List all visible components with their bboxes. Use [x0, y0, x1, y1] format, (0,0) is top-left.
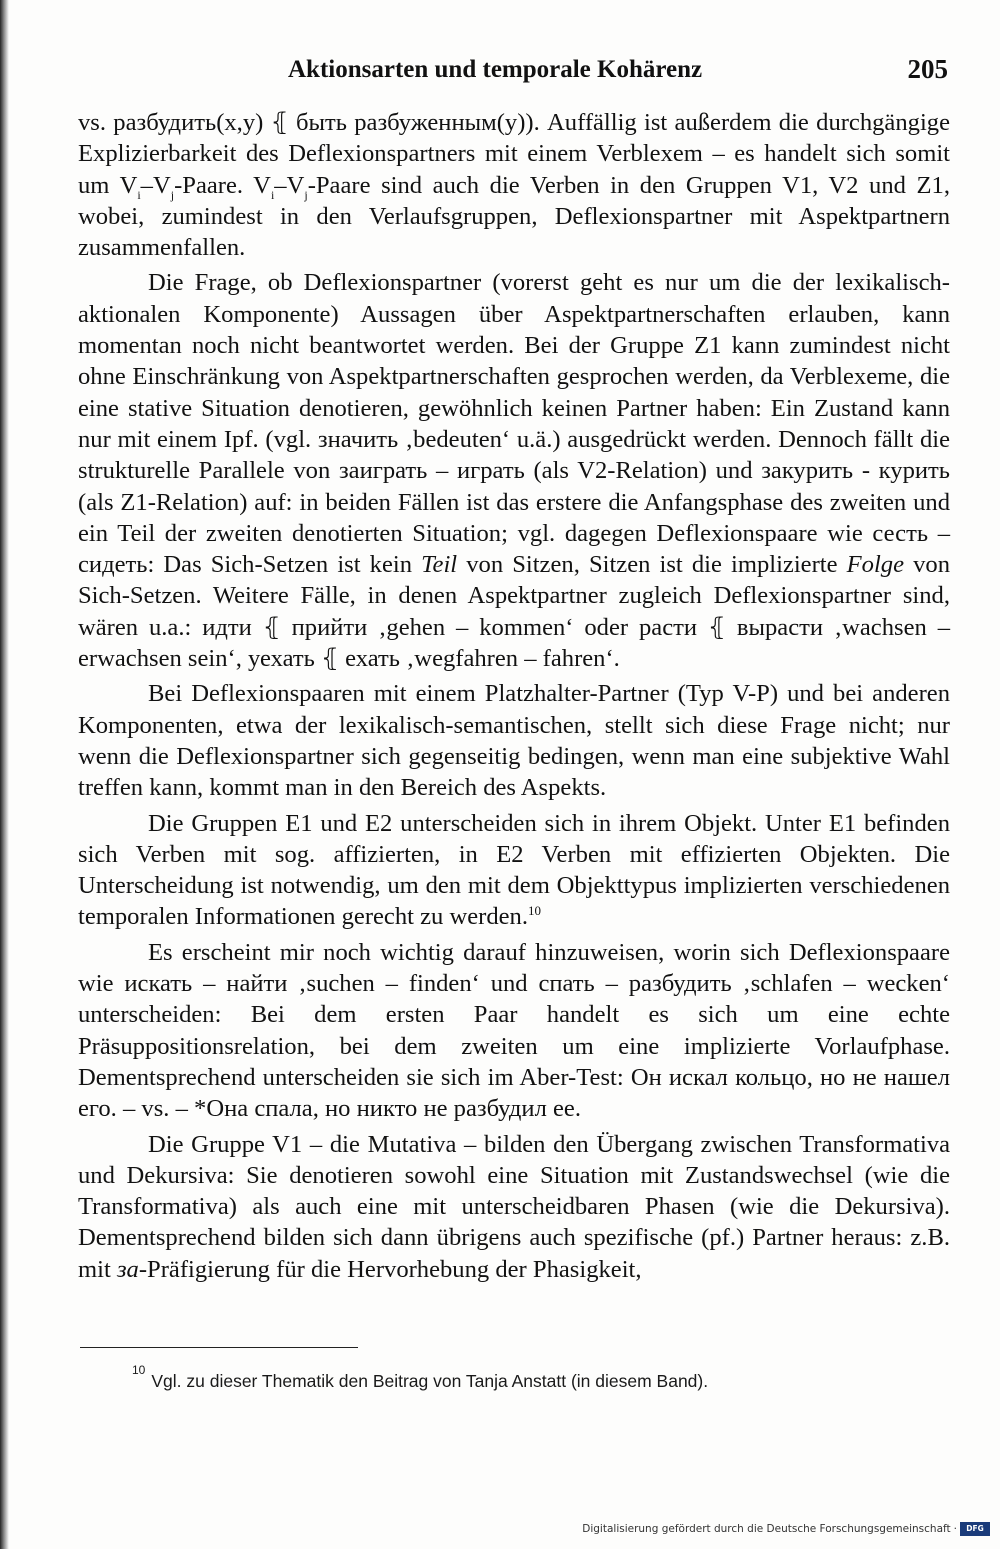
footnote: [132, 1363, 932, 1392]
paragraph-1: vs. разбудить(x,y) ⦃ быть разбуженным(y)). Auffällig ist außerdem die durchgängige Explizierbarkeit des Deflexionspartners mit einem Verblexem – es handelt sich somit um $V_i-V_j$-Paare. $V_i-V_j$-Paare sind auch die Verben in den Gruppen V1, V2 und Z1, wobei, zumindest in den Verlaufsgruppen, Deflexionspartner mit Aspektpartnern zusammenfallen.: [78, 109, 950, 262]
paragraph-3: Bei Deflexionspaaren mit einem Platzhalter-Partner (Typ V-P) und bei anderen Komponenten, etwa der lexikalisch-semantischen, stellt sich diese Frage nicht; nur wenn die Deflexionspartner sich gegenseitig bedingen, wenn man eine subjektive Wahl treffen kann, kommt man in den Bereich des Aspekts.: [78, 680, 950, 802]
running-title: Aktionsarten und temporale Kohärenz: [288, 56, 703, 83]
page-number: 205: [907, 54, 948, 84]
book-spine-shadow: [0, 0, 9, 1549]
page-header: [78, 54, 950, 94]
body-text: [78, 107, 950, 1285]
paragraph-2: Die Frage, ob Deflexionspartner (vorerst geht es nur um die der lexikalisch-aktionalen Komponente) Aussagen über Aspektpartnerschaften erlauben, kann momentan noch nicht beantwortet werden. Bei der Gruppe Z1 kann zumindest nicht ohne Einschränkung von Aspektpartnerschaften gesprochen werden, da Verblexeme, die eine stative Situation denotieren, gewöhnlich keinen Partner haben: Ein Zustand kann nur mit einem Ipf. (vgl. значить ‚bedeuten‘ u.ä.) ausgedrückt werden. Dennoch fällt die strukturelle Parallele von заиграть – играть (als V2-Relation) und закурить - курить (als Z1-Relation) auf: in beiden Fällen ist das erstere die Anfangsphase des zweiten und ein Teil der zweiten denotierten Situation; vgl. dagegen Deflexionspaare wie сесть – сидеть: Das Sich-Setzen ist kein Teil von Sitzen, Sitzen ist die implizierte Folge von Sich-Setzen. Weitere Fälle, in denen Aspektpartner zugleich Deflexionspartner sind, wären u.a.: идти ⦃ прийти ‚gehen – kommen‘ oder расти ⦃ вырасти ‚wachsen – erwachsen sein‘, уехать ⦃ ехать ‚wegfahren – fahren‘.: [78, 269, 950, 673]
dfg-logo-icon: DFG: [960, 1522, 990, 1536]
footer-credit: Digitalisierung gefördert durch die Deutsche Forschungsgemeinschaft: [582, 1523, 951, 1535]
paragraph-5: Es erscheint mir noch wichtig darauf hinzuweisen, worin sich Deflexionspaare wie искать – найти ‚suchen – finden‘ und спать – разбудить ‚schlafen – wecken‘ unterscheiden: Bei dem ersten Paar handelt es sich um eine echte Präsuppositionsrelation, bei dem zweiten um eine implizierte Vorlaufphase. Dementsprechend unterscheiden sie sich im Aber-Test: Он искал кольцо, но не нашел его. – vs. – *Она спала, но никто не разбудил ее.: [78, 938, 950, 1123]
paragraph-4: Die Gruppen E1 und E2 unterscheiden sich in ihrem Objekt. Unter E1 befinden sich Verben mit sog. affizierten, in E2 Verben mit effizierten Objekten. Die Unterscheidung ist notwendig, um den mit dem Objekttypus implizierten verschiedenen temporalen Informationen gerecht zu werden.$^{10}$: [78, 809, 950, 931]
paragraph-6: Die Gruppe V1 – die Mutativa – bilden den Übergang zwischen Transformativa und Dekursiva: Sie denotieren sowohl eine Situation mit Zustandswechsel (wie die Transformativa) als auch eine mit unterscheidbaren Phasen (wie die Dekursiva). Dementsprechend bilden sich dann übrigens auch spezifische (pf.) Partner heraus: z.B. mit за-Präfigierung für die Hervorhebung der Phasigkeit,: [78, 1130, 950, 1283]
digitization-footer: Digitalisierung gefördert durch die Deutsche Forschungsgemeinschaft · DFG: [582, 1522, 990, 1536]
footnote-number: 10: [132, 1363, 146, 1377]
footnote-text: Vgl. zu dieser Thematik den Beitrag von Tanja Anstatt (in diesem Band).: [151, 1370, 709, 1391]
footnote-divider: [80, 1347, 358, 1348]
footnote-reference[interactable]: 10: [528, 903, 542, 919]
